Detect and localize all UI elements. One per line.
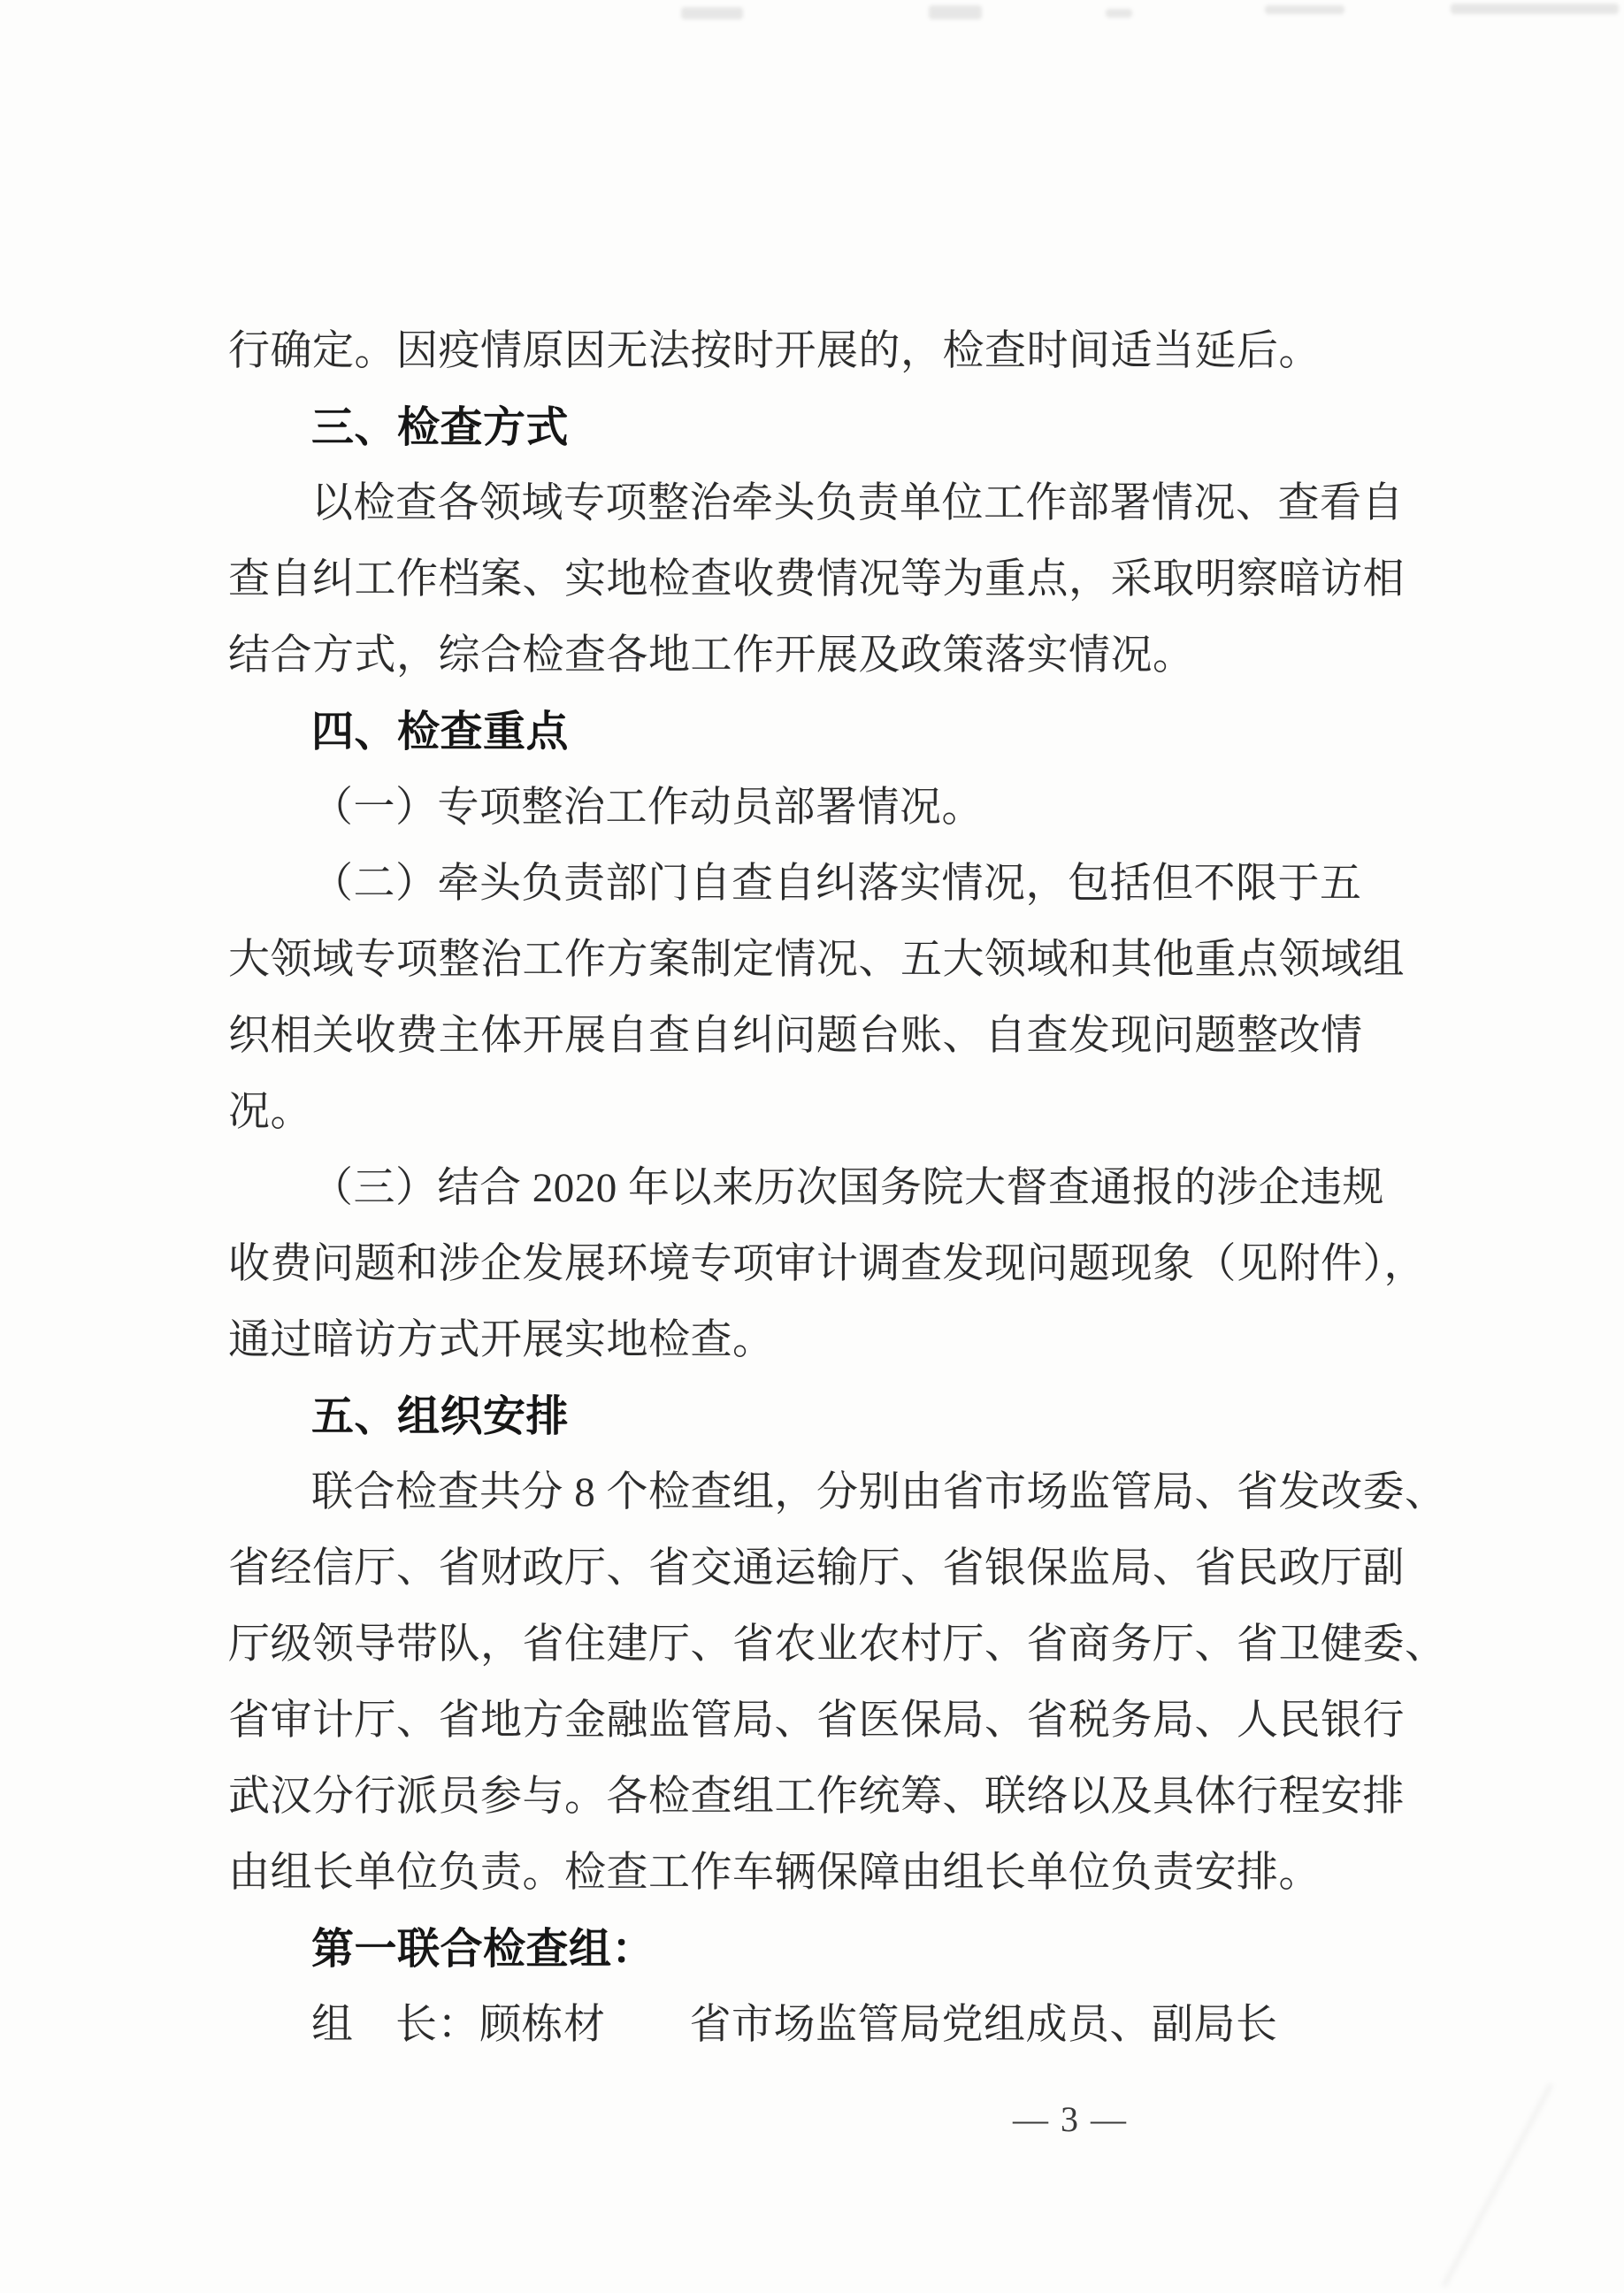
text-line: 通过暗访方式开展实地检查。 bbox=[228, 1317, 775, 1363]
text-line: 织相关收费主体开展自查自纠问题台账、自查发现问题整改情 bbox=[228, 1013, 1363, 1059]
section-heading-5: 五、组织安排 bbox=[311, 1392, 570, 1441]
text-line: 收费问题和涉企发展环境专项审计调查发现问题现象（见附件）， bbox=[228, 1241, 1426, 1287]
text-line: 省审计厅、省地方金融监管局、省医保局、省税务局、人民银行 bbox=[228, 1698, 1405, 1744]
text-line: 行确定。因疫情原因无法按时开展的，检查时间适当延后。 bbox=[228, 328, 1321, 374]
scan-artifact bbox=[1441, 2082, 1553, 2288]
text-line: 省经信厅、省财政厅、省交通运输厅、省银保监局、省民政厅副 bbox=[228, 1545, 1405, 1591]
section-heading-3: 三、检查方式 bbox=[311, 403, 570, 452]
text-line: 大领域专项整治工作方案制定情况、五大领域和其他重点领域组 bbox=[228, 937, 1405, 983]
text-line: 查自纠工作档案、实地检查收费情况等为重点，采取明察暗访相 bbox=[228, 556, 1405, 602]
text-line: 由组长单位负责。检查工作车辆保障由组长单位负责安排。 bbox=[228, 1850, 1321, 1896]
group-1-heading: 第一联合检查组： bbox=[311, 1924, 655, 1974]
text-line: 况。 bbox=[228, 1089, 312, 1135]
document-body bbox=[228, 313, 1447, 2063]
scan-artifact bbox=[1106, 9, 1132, 18]
text-line: 结合方式，综合检查各地工作开展及政策落实情况。 bbox=[228, 633, 1195, 679]
text-line: 以检查各领域专项整治牵头负责单位工作部署情况、查看自 bbox=[311, 480, 1404, 526]
scan-artifact bbox=[681, 7, 743, 19]
list-item-2: （二）牵头负责部门自查自纠落实情况，包括但不限于五 bbox=[311, 861, 1362, 907]
text-line: 联合检查共分 8 个检查组，分别由省市场监管局、省发改委、 bbox=[311, 1469, 1447, 1515]
scan-artifact bbox=[1265, 5, 1344, 14]
text-line: 武汉分行派员参与。各检查组工作统筹、联络以及具体行程安排 bbox=[228, 1774, 1405, 1820]
list-item-1: （一）专项整治工作动员部署情况。 bbox=[311, 785, 984, 831]
group-leader-line: 组 长：顾栋材 省市场监管局党组成员、副局长 bbox=[311, 2002, 1278, 2048]
section-heading-4: 四、检查重点 bbox=[311, 707, 570, 756]
scan-artifact bbox=[929, 5, 982, 19]
page-number: — 3 — bbox=[1013, 2099, 1128, 2139]
list-item-3: （三）结合 2020 年以来历次国务院大督查通报的涉企违规 bbox=[311, 1165, 1384, 1211]
text-line: 厅级领导带队，省住建厅、省农业农村厅、省商务厅、省卫健委、 bbox=[228, 1622, 1447, 1668]
scan-artifact bbox=[1451, 4, 1619, 14]
